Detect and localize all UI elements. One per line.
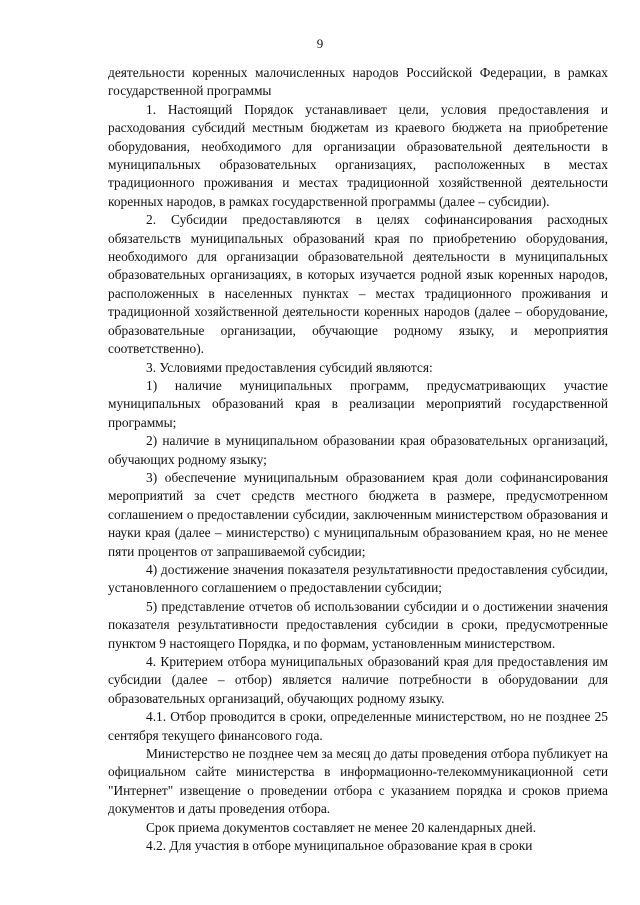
paragraph-document-period: Срок приема документов составляет не менее 20 календарных дней.	[146, 819, 537, 835]
condition-item-2: 2) наличие в муниципальном образовании края образовательных организаций, обучающих родному языку;	[108, 433, 608, 467]
condition-item-5: 5) представление отчетов об использовании субсидии и о достижении значения показателя результативности предоставления субсидии в сроки, предусмотренные пунктом 9 настоящего Порядка, и по формам, установленным министерством.	[108, 598, 608, 651]
condition-item-3: 3) обеспечение муниципальным образованием края доли софинансирования мероприятий за счет средств местного бюджета в размере, предусмотренном соглашением о предоставлении субсидии, заключенным министерством образования и науки края (далее – министерство) с муниципальным образованием края, но не менее пяти процентов от запрашиваемой субсидии;	[108, 469, 608, 559]
paragraph-continuation: деятельности коренных малочисленных народов Российской Федерации, в рамках государственной программы	[108, 65, 608, 99]
paragraph-2-subsidy-goals: 2. Субсидии предоставляются в целях софинансирования расходных обязательств муниципальных образований края по приобретению оборудования, необходимого для организации образовательной деятельности в муниципальных образовательных организациях, в которых изучается родной язык коренных народов, расположенных в населенных пунктах – местах традиционного проживания и традиционной хозяйственной деятельности коренных народов (далее – оборудование, образовательные организации, обучающие родному языку, и мероприятия соответственно).	[108, 212, 608, 357]
paragraph-4-1-selection-deadline: 4.1. Отбор проводится в сроки, определенные министерством, но не позднее 25 сентября текущего финансового года.	[108, 709, 608, 743]
paragraph-3-conditions: 3. Условиями предоставления субсидий являются:	[146, 359, 433, 375]
page-number: 9	[316, 36, 324, 51]
paragraph-4-2-participation: 4.2. Для участия в отборе муниципальное образование края в сроки	[146, 838, 533, 854]
paragraph-4-selection-criterion: 4. Критерием отбора муниципальных образований края для предоставления им субсидии (далее – отбор) является наличие потребности в оборудовании для образовательных организаций, обучающих родному языку.	[108, 654, 608, 706]
condition-item-4: 4) достижение значения показателя результативности предоставления субсидии, установленного соглашением о предоставлении субсидии;	[108, 561, 608, 596]
paragraph-1-purpose: 1. Настоящий Порядок устанавливает цели, условия предоставления и расходования субсидий местным бюджетам из краевого бюджета на приобретение оборудования, необходимого для организации образовательной деятельности в муниципальных образовательных организациях, расположенных в местах традиционного проживания и местах традиционной хозяйственной деятельности коренных народов, в рамках государственной программы (далее – субсидии).	[108, 101, 608, 209]
paragraph-ministry-notice: Министерство не позднее чем за месяц до даты проведения отбора публикует на официальном сайте министерства в информационно-телекоммуникационной сети "Интернет" извещение о проведении отбора с указанием порядка и сроков приема документов и даты проведения отбора.	[108, 746, 608, 817]
document-body	[108, 64, 608, 855]
condition-item-1: 1) наличие муниципальных программ, предусматривающих участие муниципальных образований края в реализации мероприятий государственной программы;	[108, 377, 608, 430]
